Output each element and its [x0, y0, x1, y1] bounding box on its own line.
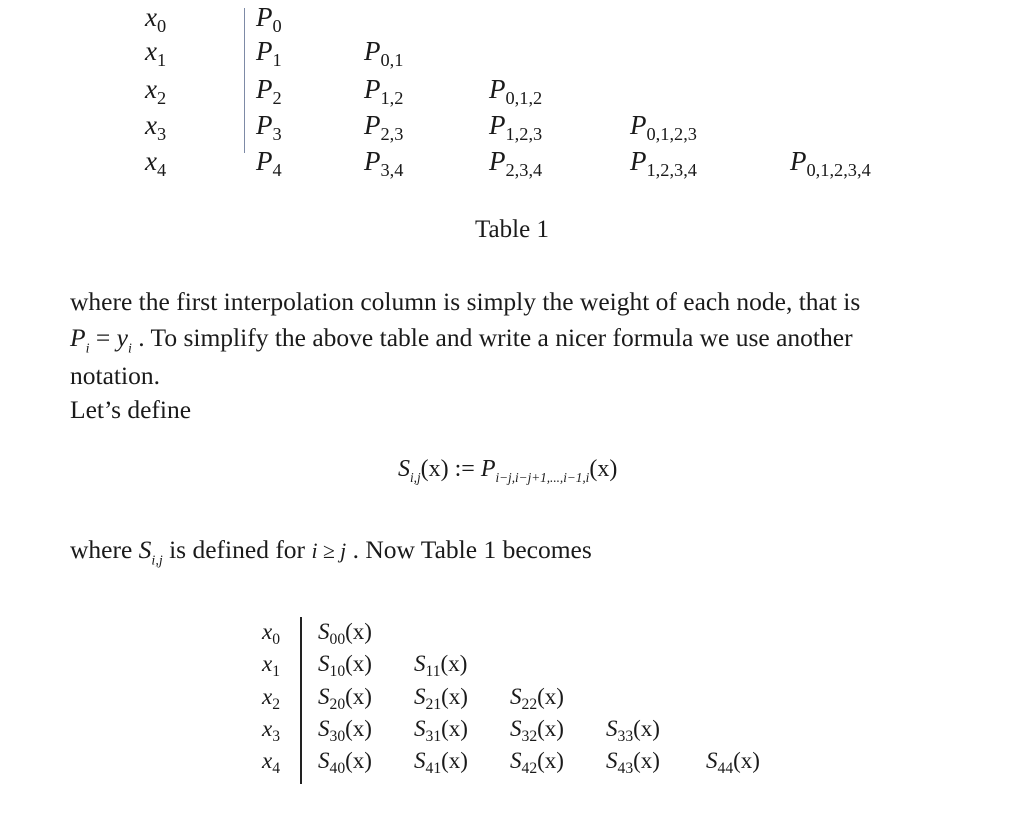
cell-s44: $S_{44}(x)$ — [706, 748, 760, 777]
cell-s31: $S_{31}(x)$ — [414, 716, 468, 745]
cell-p4: $P_4$ — [256, 146, 282, 180]
paragraph-line-3: notation. — [70, 361, 160, 390]
paragraph-line-1: where the first interpolation column is simply the weight of each node, that is — [70, 287, 861, 316]
node-x0: $x_0$ — [145, 2, 167, 36]
cell-s30: $S_{30}(x)$ — [318, 716, 372, 745]
cell-s20: $S_{20}(x)$ — [318, 684, 372, 713]
cell-s32: $S_{32}(x)$ — [510, 716, 564, 745]
paragraph-line-2: $P_i = y_i$ . To simplify the above table and write a nicer formula we use another — [70, 323, 853, 357]
cell-p1234: $P_{1,2,3,4}$ — [630, 146, 697, 180]
node-x1: $x_1$ — [262, 651, 281, 680]
cell-s42: $S_{42}(x)$ — [510, 748, 564, 777]
cell-s00: $S_{00}(x)$ — [318, 619, 372, 648]
node-x2: $x_2$ — [145, 74, 167, 108]
table-caption: Table 1 — [475, 216, 549, 243]
cell-p01: $P_{0,1}$ — [364, 36, 404, 70]
cell-p0: $P_0$ — [256, 2, 282, 36]
cell-p012: $P_{0,1,2}$ — [489, 74, 543, 108]
cell-p3: $P_3$ — [256, 110, 282, 144]
node-x0: $x_0$ — [262, 619, 281, 648]
cell-s43: $S_{43}(x)$ — [606, 748, 660, 777]
cell-s41: $S_{41}(x)$ — [414, 748, 468, 777]
table1-vertical-rule — [244, 8, 245, 153]
node-x4: $x_4$ — [262, 748, 281, 777]
cell-s33: $S_{33}(x)$ — [606, 716, 660, 745]
node-x2: $x_2$ — [262, 684, 281, 713]
node-x1: $x_1$ — [145, 36, 167, 70]
cell-p34: $P_{3,4}$ — [364, 146, 404, 180]
cell-s40: $S_{40}(x)$ — [318, 748, 372, 777]
node-x3: $x_3$ — [262, 716, 281, 745]
node-x4: $x_4$ — [145, 146, 167, 180]
cell-s22: $S_{22}(x)$ — [510, 684, 564, 713]
cell-s10: $S_{10}(x)$ — [318, 651, 372, 680]
cell-p01234: $P_{0,1,2,3,4}$ — [790, 146, 871, 180]
cell-p0123: $P_{0,1,2,3}$ — [630, 110, 697, 144]
cell-p2: $P_2$ — [256, 74, 282, 108]
table2-vertical-rule — [300, 617, 302, 784]
cell-p123: $P_{1,2,3}$ — [489, 110, 543, 144]
definition-formula: $S_{i,j}(x)$ := $P_{i-j,i-j+1,...,i-1,i}(x)$ — [398, 456, 618, 485]
paragraph-line-4: Let’s define — [70, 395, 192, 424]
node-x3: $x_3$ — [145, 110, 167, 144]
cell-s21: $S_{21}(x)$ — [414, 684, 468, 713]
cell-s11: $S_{11}(x)$ — [414, 651, 468, 680]
paragraph-definition-note: where $S_{i,j}$ is defined for i ≥ j . Now Table 1 becomes — [70, 535, 592, 569]
cell-p234: $P_{2,3,4}$ — [489, 146, 543, 180]
cell-p23: $P_{2,3}$ — [364, 110, 404, 144]
cell-p12: $P_{1,2}$ — [364, 74, 404, 108]
cell-p1: $P_1$ — [256, 36, 282, 70]
